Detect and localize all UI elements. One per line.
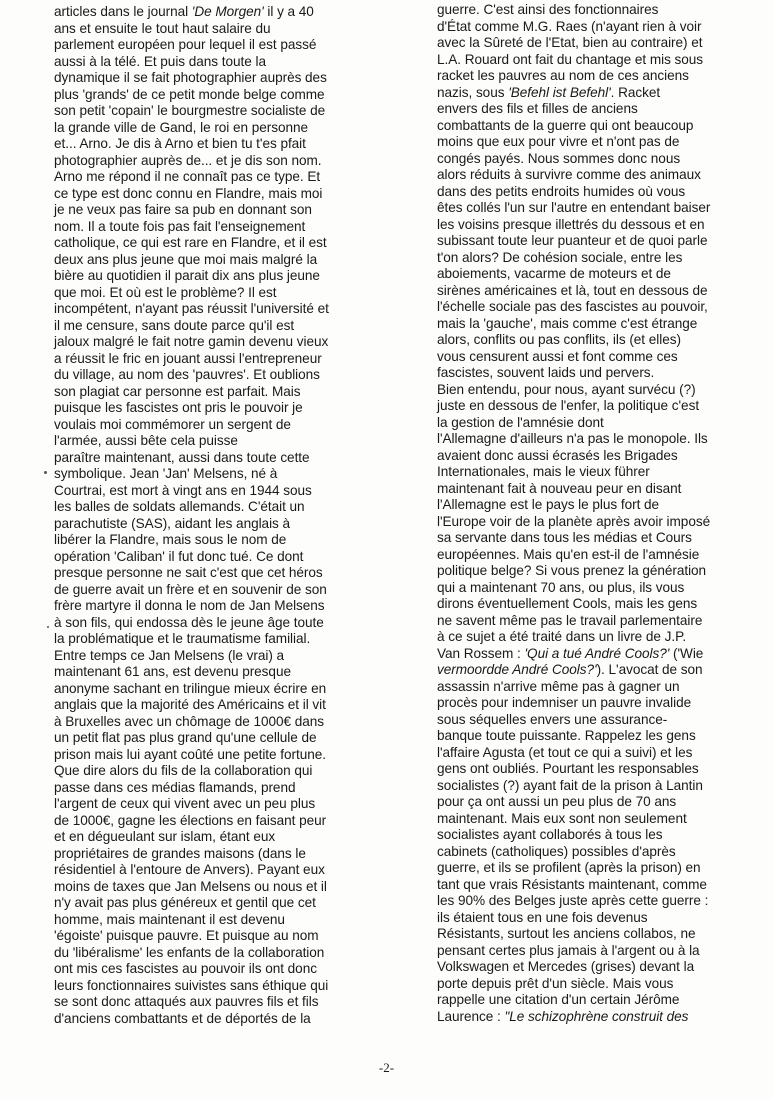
- text-run: son plagiat car personne est parfait. Mais: [54, 383, 301, 399]
- text-run: et... Arno. Je dis à Arno et bien tu t'es pfait: [54, 136, 306, 151]
- text-line: [437, 85, 737, 102]
- text-line: [437, 415, 737, 432]
- text-line: [437, 52, 737, 69]
- text-line: [54, 532, 384, 549]
- text-line: [54, 136, 384, 153]
- text-run: photographier auprès de... et je dis son nom.: [54, 152, 322, 168]
- text-run: presque personne ne sait c'est que cet héros: [54, 565, 323, 580]
- text-line: [437, 481, 737, 498]
- text-line: [54, 846, 384, 863]
- text-run: subissant toute leur puanteur et de quoi parle: [437, 233, 708, 248]
- text-run: nom. Il a toute fois pas fait l'enseignement: [54, 218, 306, 234]
- text-run: Résistants, surtout les anciens collabos, ne: [437, 926, 696, 941]
- text-line: [437, 827, 737, 844]
- text-line: [54, 103, 384, 120]
- text-run: vermoordde André Cools?': [437, 662, 597, 677]
- text-run: assassin n'arrive même pas à gagner un: [437, 678, 680, 694]
- text-run: mais la 'gauche', mais comme c'est étrange: [437, 315, 698, 331]
- text-line: [437, 118, 737, 135]
- text-run: moins de taxes que Jan Melsens ou nous et il: [54, 878, 327, 894]
- text-run: symbolique. Jean 'Jan' Melsens, né à: [54, 466, 278, 481]
- text-run: plus 'grands' de ce petit monde belge comme: [54, 86, 325, 102]
- text-line: [54, 961, 384, 978]
- text-run: parachutiste (SAS), aidant les anglais à: [54, 515, 291, 531]
- text-run: Volkswagen et Mercedes (grises) devant la: [437, 959, 695, 974]
- text-line: [437, 299, 737, 316]
- text-line: [437, 448, 737, 465]
- text-line: [437, 629, 737, 646]
- left-column: [54, 4, 384, 1027]
- text-line: [437, 233, 737, 250]
- text-line: [54, 384, 384, 401]
- scan-speck: [44, 471, 47, 474]
- text-line: [54, 978, 384, 995]
- text-run: il y a 40: [263, 4, 314, 19]
- text-line: [437, 217, 737, 234]
- text-run: L.A. Rouard ont fait du chantage et mis sous: [437, 51, 704, 67]
- text-run: homme, mais maintenant il est devenu: [54, 911, 285, 927]
- text-run: il me censure, sans doute parce qu'il est: [54, 317, 295, 333]
- text-line: [437, 250, 737, 267]
- text-line: [54, 4, 384, 21]
- text-line: [437, 547, 737, 564]
- text-line: [437, 398, 737, 415]
- text-run: 'égoiste' puisque pauvre. Et puisque au nom: [54, 928, 319, 943]
- text-run: deux ans plus jeune que moi mais malgré la: [54, 251, 318, 267]
- text-run: maintenant. Mais eux sont non seulement: [437, 810, 687, 826]
- text-run: 'De Morgen': [191, 4, 264, 19]
- text-line: [437, 382, 737, 399]
- text-line: [54, 796, 384, 813]
- text-run: d'anciens combattants et de déportés de la: [54, 1010, 311, 1026]
- text-run: sa servante dans tous les médias et Cours: [437, 530, 692, 545]
- text-line: [54, 483, 384, 500]
- text-run: l'Allemagne d'ailleurs n'a pas le monopole. Ils: [437, 431, 708, 446]
- text-line: [437, 877, 737, 894]
- text-line: [54, 153, 384, 170]
- text-line: [54, 747, 384, 764]
- text-line: [437, 811, 737, 828]
- text-run: sirènes américaines et là, tout en dessous de: [437, 282, 708, 298]
- text-run: frère martyre il donna le nom de Jan Melsens: [54, 598, 325, 613]
- text-line: [54, 120, 384, 137]
- text-run: Entre temps ce Jan Melsens (le vrai) a: [54, 647, 285, 663]
- text-line: [54, 598, 384, 615]
- text-line: [54, 186, 384, 203]
- text-run: aussi à la télé. Et puis dans toute la: [54, 53, 266, 69]
- text-line: [54, 70, 384, 87]
- text-run: leurs fonctionnaires suivistes sans éthique qui: [54, 977, 329, 993]
- text-run: 'Befehl ist Befehl': [508, 84, 611, 100]
- text-line: [54, 499, 384, 516]
- text-line: [437, 860, 737, 877]
- text-run: procès pour indemniser un pauvre invalide: [437, 695, 692, 710]
- text-line: [54, 763, 384, 780]
- text-line: [437, 695, 737, 712]
- text-run: . Racket: [610, 84, 661, 100]
- text-run: avaient donc aussi écrasés les Brigades: [437, 447, 678, 463]
- text-run: du 'libéralisme' les enfants de la collaboration: [54, 944, 325, 960]
- text-line: [54, 582, 384, 599]
- text-line: [437, 431, 737, 448]
- text-run: libérer la Flandre, mais sous le nom de: [54, 532, 287, 547]
- text-line: [437, 563, 737, 580]
- text-line: [54, 367, 384, 384]
- text-run: l'Europe voir de la planète après avoir imposé: [437, 513, 711, 529]
- text-run: Internationales, mais le vieux führer: [437, 464, 650, 479]
- text-run: cabinets (catholiques) possibles d'après: [437, 843, 676, 859]
- text-line: [437, 101, 737, 118]
- text-line: [437, 19, 737, 36]
- text-run: voulais moi commémorer un sergent de: [54, 416, 291, 432]
- text-run: alors, conflits ou pas conflits, ils (et elles): [437, 332, 681, 347]
- text-run: son petit 'copain' le bourgmestre socialiste de: [54, 103, 326, 118]
- text-run: t'on alors? De cohésion sociale, entre les: [437, 249, 683, 265]
- text-line: [437, 778, 737, 795]
- text-run: avec la Sûreté de l'Etat, bien au contraire) et: [437, 35, 703, 50]
- text-line: [54, 697, 384, 714]
- text-line: [54, 648, 384, 665]
- text-run: bière au quotidien il parait dix ans plus jeune: [54, 268, 320, 283]
- text-run: passe dans ces médias flamands, prend: [54, 779, 296, 795]
- text-run: Laurence :: [437, 1008, 505, 1024]
- text-line: [437, 2, 737, 19]
- text-run: résidentiel à l'entoure de Anvers). Payant eux: [54, 862, 325, 877]
- text-run: à ce sujet a été traité dans un livre de J.P.: [437, 629, 687, 644]
- text-line: [54, 780, 384, 797]
- text-run: l'échelle sociale pas des fascistes au pouvoir,: [437, 299, 708, 314]
- text-run: ce type est donc connu en Flandre, mais moi: [54, 185, 323, 201]
- text-line: [54, 681, 384, 698]
- text-line: [437, 68, 737, 85]
- text-line: [437, 728, 737, 745]
- text-line: [54, 351, 384, 368]
- text-line: [437, 316, 737, 333]
- text-line: [54, 631, 384, 648]
- text-run: socialistes (?) ayant fait de la prison à Lantin: [437, 777, 703, 793]
- text-line: [54, 301, 384, 318]
- text-run: se sont donc attaqués aux pauvres fils et fils: [54, 994, 319, 1009]
- text-run: ils étaient tous en une fois devenus: [437, 909, 648, 925]
- text-run: gens ont oubliés. Pourtant les responsables: [437, 761, 699, 776]
- text-line: [54, 928, 384, 945]
- text-run: banque toute puissante. Rappelez les gens: [437, 728, 696, 743]
- text-run: à Bruxelles avec un chômage de 1000€ dans: [54, 713, 325, 729]
- text-run: je ne veux pas faire sa pub en donnant son: [54, 202, 312, 217]
- text-line: [54, 730, 384, 747]
- text-run: articles dans le journal: [54, 4, 192, 19]
- text-run: les 90% des Belges juste après cette guerre :: [437, 893, 709, 908]
- text-line: [437, 349, 737, 366]
- text-line: [437, 613, 737, 630]
- text-run: incompétent, n'ayant pas réussit l'université et: [54, 301, 329, 316]
- text-run: ont mis ces fascistes au pouvoir ils ont donc: [54, 961, 317, 976]
- text-line: [437, 530, 737, 547]
- text-run: congés payés. Nous sommes donc nous: [437, 150, 681, 166]
- text-line: [54, 813, 384, 830]
- text-run: l'armée, aussi bête cela puisse: [54, 433, 238, 448]
- text-run: politique belge? Si vous prenez la génération: [437, 563, 707, 578]
- text-line: [54, 912, 384, 929]
- text-run: ). L'avocat de son: [596, 662, 703, 677]
- text-run: la gestion de l'amnésie dont: [437, 414, 604, 430]
- text-run: puisque les fascistes ont pris le pouvoir je: [54, 400, 303, 415]
- text-run: ne savent même pas le travail parlementaire: [437, 612, 703, 628]
- text-run: dynamique il se fait photographier auprès des: [54, 70, 327, 85]
- text-line: [437, 794, 737, 811]
- text-line: [54, 615, 384, 632]
- text-run: Que dire alors du fils de la collaboration qui: [54, 763, 313, 778]
- text-line: [54, 268, 384, 285]
- text-line: [54, 235, 384, 252]
- text-run: racket les pauvres au nom de ces anciens: [437, 68, 689, 83]
- text-run: porte depuis prêt d'un siècle. Mais vous: [437, 975, 674, 991]
- text-line: [437, 283, 737, 300]
- text-run: paraître maintenant, aussi dans toute cette: [54, 449, 310, 465]
- text-line: [54, 37, 384, 54]
- text-line: [54, 252, 384, 269]
- text-line: [437, 580, 737, 597]
- text-line: [54, 417, 384, 434]
- text-run: fascistes, souvent laids und pervers.: [437, 365, 655, 380]
- text-line: [437, 662, 737, 679]
- text-run: l'argent de ceux qui vivent avec un peu plus: [54, 796, 316, 811]
- text-run: jaloux malgré le fait notre gamin devenu vieux: [54, 334, 329, 349]
- text-line: [437, 943, 737, 960]
- text-line: [437, 151, 737, 168]
- text-run: socialistes ayant collaborés à tous les: [437, 827, 663, 842]
- text-line: [437, 497, 737, 514]
- text-run: la problématique et le traumatisme familial.: [54, 631, 311, 646]
- text-line: [54, 318, 384, 335]
- text-line: [437, 926, 737, 943]
- text-run: nazis, sous: [437, 84, 509, 100]
- text-line: [54, 400, 384, 417]
- text-line: [437, 761, 737, 778]
- text-line: [54, 1011, 384, 1028]
- text-line: [54, 895, 384, 912]
- text-line: [54, 516, 384, 533]
- text-run: qui a maintenant 70 ans, ou plus, ils vous: [437, 579, 685, 595]
- text-run: opération 'Caliban' il fut donc tué. Ce dont: [54, 548, 304, 564]
- text-run: catholique, ce qui est rare en Flandre, et il est: [54, 235, 327, 250]
- text-run: et en dégueulant sur islam, étant eux: [54, 829, 276, 844]
- text-run: rappelle une citation d'un certain Jérôme: [437, 992, 680, 1007]
- text-run: a réussit le fric en jouant aussi l'entrepreneur: [54, 350, 322, 366]
- text-line: [54, 450, 384, 467]
- text-line: [437, 266, 737, 283]
- text-run: n'y avait pas plus généreux et gentil que cet: [54, 895, 316, 910]
- text-line: [54, 54, 384, 71]
- text-line: [54, 466, 384, 483]
- text-line: [437, 712, 737, 729]
- text-run: de 1000€, gagne les élections en faisant peur: [54, 812, 327, 828]
- text-run: parlement européen pour lequel il est passé: [54, 37, 317, 52]
- text-run: tant que vrais Résistants maintenant, comme: [437, 876, 707, 892]
- text-line: [437, 646, 737, 663]
- text-run: maintenant 61 ans, est devenu presque: [54, 664, 291, 679]
- text-line: [437, 134, 737, 151]
- text-line: [54, 829, 384, 846]
- text-line: [437, 1009, 737, 1026]
- text-run: les voisins presque illettrés du dessous et en: [437, 216, 705, 232]
- text-line: [54, 169, 384, 186]
- text-line: [437, 679, 737, 696]
- text-run: Van Rossem :: [437, 645, 525, 661]
- text-run: sous séquelles envers une assurance-: [437, 711, 668, 727]
- text-line: [54, 862, 384, 879]
- text-run: pensant certes plus jamais à l'argent ou à la: [437, 942, 700, 958]
- text-line: [437, 464, 737, 481]
- text-run: l'affaire Agusta (et tout ce qui a suivi) et les: [437, 744, 693, 760]
- text-line: [54, 87, 384, 104]
- text-run: dans des petits endroits humides où vous: [437, 183, 686, 199]
- text-run: de guerre avait un frère et en souvenir de son: [54, 581, 327, 597]
- text-run: combattants de la guerre qui ont beaucoup: [437, 117, 694, 133]
- text-run: propriétaires de grandes maisons (dans le: [54, 845, 306, 861]
- text-run: moins que eux pour vivre et n'ont pas de: [437, 134, 680, 149]
- text-run: l'Allemagne est le pays le plus fort de: [437, 497, 660, 512]
- text-line: [437, 596, 737, 613]
- scan-speck: [47, 626, 49, 628]
- text-run: vous censurent aussi et font comme ces: [437, 348, 678, 364]
- text-line: [437, 35, 737, 52]
- text-run: juste en dessous de l'enfer, la politique c'est: [437, 398, 700, 413]
- text-line: [437, 992, 737, 1009]
- text-line: [437, 844, 737, 861]
- text-run: Bien entendu, pour nous, ayant survécu (?): [437, 381, 696, 397]
- text-run: envers des fils et filles de anciens: [437, 101, 638, 116]
- text-run: guerre. C'est ainsi des fonctionnaires: [437, 2, 659, 17]
- text-line: [437, 332, 737, 349]
- text-run: alors réduits à survivre comme des animaux: [437, 167, 701, 182]
- text-run: prison mais lui ayant coûté une petite fortune.: [54, 746, 326, 762]
- text-run: un petit flat pas plus grand qu'une cellule de: [54, 730, 317, 745]
- text-line: [54, 565, 384, 582]
- text-run: Courtrai, est mort à vingt ans en 1944 sous: [54, 482, 312, 498]
- text-run: les balles de soldats allemands. C'était un: [54, 499, 305, 514]
- text-run: ('Wie: [669, 645, 704, 661]
- text-line: [54, 285, 384, 302]
- right-column: [437, 2, 737, 1025]
- text-run: anglais que la majorité des Américains et il vit: [54, 697, 326, 712]
- text-line: [54, 219, 384, 236]
- text-run: maintenant fait à nouveau peur en disant: [437, 480, 682, 496]
- text-line: [54, 714, 384, 731]
- text-line: [437, 745, 737, 762]
- text-line: [54, 433, 384, 450]
- text-run: aboiements, vacarme de moteurs et de: [437, 266, 671, 281]
- text-run: à son fils, qui endossa dès le jeune âge toute: [54, 614, 324, 630]
- page-number: -2-: [378, 1060, 395, 1075]
- text-run: 'Qui a tué André Cools?': [524, 645, 670, 661]
- text-line: [54, 334, 384, 351]
- text-line: [54, 21, 384, 38]
- text-line: [437, 514, 737, 531]
- text-run: la grande ville de Gand, le roi en personne: [54, 119, 309, 135]
- text-run: d'État comme M.G. Raes (n'ayant rien à voir: [437, 18, 702, 34]
- text-line: [437, 365, 737, 382]
- text-run: Arno me répond il ne connaît pas ce type. Et: [54, 169, 321, 184]
- text-run: ans et ensuite le tout haut salaire du: [54, 20, 271, 36]
- text-run: guerre, et ils se profilent (après la prison) en: [437, 860, 701, 875]
- text-run: "Le schizophrène construit des: [504, 1008, 689, 1024]
- text-run: que moi. Et où est le problème? Il est: [54, 284, 277, 300]
- text-run: pour ça ont aussi un peu plus de 70 ans: [437, 794, 677, 809]
- text-line: [437, 959, 737, 976]
- text-line: [54, 549, 384, 566]
- text-line: [437, 910, 737, 927]
- text-line: [54, 994, 384, 1011]
- text-run: dirons éventuellement Cools, mais les gens: [437, 596, 698, 611]
- text-line: [54, 945, 384, 962]
- text-run: européennes. Mais qu'en est-il de l'amnésie: [437, 546, 700, 562]
- text-line: [437, 167, 737, 184]
- text-line: [437, 184, 737, 201]
- text-line: [437, 976, 737, 993]
- text-line: [54, 202, 384, 219]
- text-run: êtes collés l'un sur l'autre en entendant baiser: [437, 200, 711, 215]
- text-line: [54, 664, 384, 681]
- text-line: [437, 893, 737, 910]
- text-run: du village, au nom des 'pauvres'. Et oublions: [54, 367, 320, 382]
- text-run: anonyme sachant en trilingue mieux écrire en: [54, 680, 327, 696]
- text-line: [437, 200, 737, 217]
- text-line: [54, 879, 384, 896]
